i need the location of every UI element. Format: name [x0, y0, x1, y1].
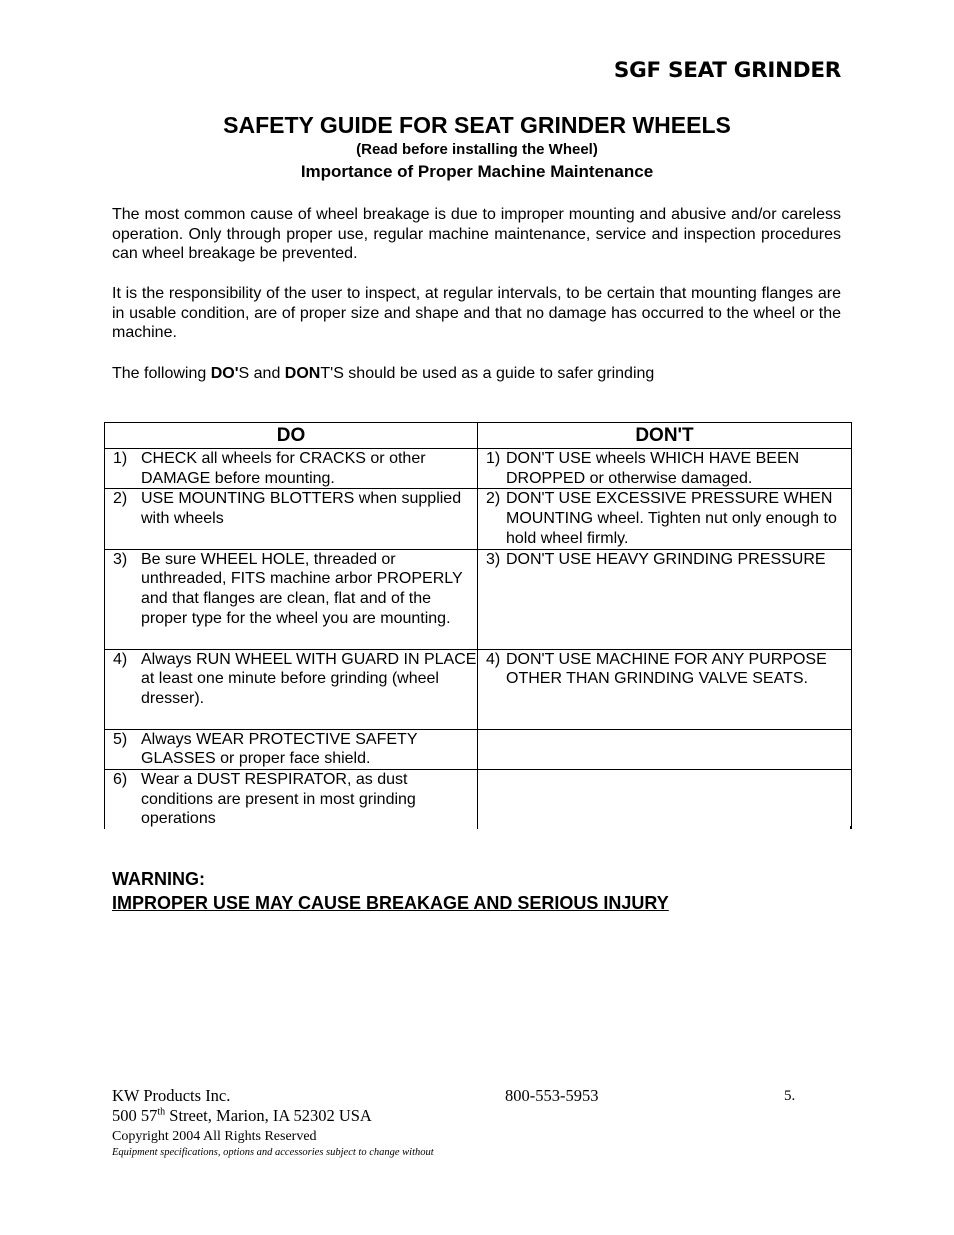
do-number: 4): [113, 650, 128, 668]
intro-dont-rest: T'S should be used as a guide to safer grinding: [320, 365, 655, 382]
dont-cell: [478, 549, 852, 649]
table-row: [105, 449, 852, 489]
page-number: 5.: [784, 1088, 796, 1104]
section-heading: Importance of Proper Machine Maintenance: [300, 162, 654, 181]
dont-cell: [478, 729, 852, 769]
intro-dont-bold: DON: [284, 365, 321, 382]
do-cell: [105, 729, 478, 769]
do-cell: [105, 449, 478, 489]
intro-do-bold: DO': [210, 365, 239, 382]
column-header-dont: DON'T: [478, 423, 852, 449]
do-cell: [105, 649, 478, 729]
paragraph-user-responsibility: It is the responsibility of the user to inspect, at regular intervals, to be certain that mounting flanges are in usable condition, are of proper size and shape and that no damage has occurred to the wheel or the machine.: [112, 285, 841, 341]
page-title: SAFETY GUIDE FOR SEAT GRINDER WHEELS: [223, 112, 731, 138]
table-row: [105, 549, 852, 649]
intro-do-rest: S and: [238, 365, 285, 382]
do-number: 1): [113, 450, 128, 467]
table-row: [105, 489, 852, 549]
footer-company: KW Products Inc.: [112, 1086, 231, 1105]
address-street: Street, Marion, IA 52302 USA: [165, 1106, 372, 1125]
footer-copyright: Copyright 2004 All Rights Reserved: [112, 1129, 317, 1144]
address-number: 500 57: [112, 1106, 158, 1125]
do-number: 2): [113, 490, 128, 508]
do-cell: [105, 549, 478, 649]
dont-text: DON'T USE MACHINE FOR ANY PURPOSE OTHER THAN GRINDING VALVE SEATS.: [506, 650, 827, 688]
do-text: Wear a DUST RESPIRATOR, as dust conditions are present in most grinding operations: [141, 770, 416, 828]
warning-label: WARNING:: [112, 869, 205, 889]
table-header-row: [105, 423, 852, 449]
do-number: 3): [113, 550, 128, 568]
table-row: [105, 769, 852, 829]
do-number: 5): [113, 730, 128, 748]
do-text: CHECK all wheels for CRACKS or other DAMAGE before mounting.: [141, 450, 426, 487]
dont-text: DON'T USE HEAVY GRINDING PRESSURE: [506, 550, 826, 568]
warning-text: IMPROPER USE MAY CAUSE BREAKAGE AND SERIOUS INJURY: [112, 893, 669, 913]
page-subtitle: (Read before installing the Wheel): [356, 141, 598, 158]
table-bottom-edge: [104, 826, 851, 829]
dont-cell: [478, 769, 852, 829]
footer-phone: 800-553-5953: [505, 1086, 599, 1105]
dont-number: 3): [486, 550, 501, 568]
do-cell: [105, 489, 478, 549]
dont-text: DON'T USE EXCESSIVE PRESSURE WHEN MOUNTING wheel. Tighten nut only enough to hold wheel firmly.: [506, 490, 837, 547]
do-number: 6): [113, 770, 128, 788]
do-dont-table: [104, 422, 852, 829]
paragraph-wheel-breakage: The most common cause of wheel breakage is due to improper mounting and abusive and/or careless operation. Only through proper use, regular machine maintenance, service and inspection procedures can wheel breakage be prevented.: [112, 206, 841, 262]
footer-address: [112, 1106, 372, 1126]
table-row: [105, 649, 852, 729]
dont-cell: [478, 489, 852, 549]
dont-text: DON'T USE wheels WHICH HAVE BEEN DROPPED or otherwise damaged.: [506, 450, 800, 487]
do-text: USE MOUNTING BLOTTERS when supplied with wheels: [141, 490, 462, 528]
do-text: Always RUN WHEEL WITH GUARD IN PLACE at least one minute before grinding (wheel dresser).: [141, 650, 477, 707]
dont-cell: [478, 649, 852, 729]
intro-prefix: The following: [112, 365, 211, 382]
brand-title: SGF SEAT GRINDER: [613, 58, 841, 83]
paragraph-intro: [112, 364, 841, 384]
do-cell: [105, 769, 478, 829]
table-row: [105, 729, 852, 769]
dont-number: 2): [486, 490, 501, 508]
dont-number: 1): [486, 450, 501, 467]
dont-cell: [478, 449, 852, 489]
address-ordinal: th: [157, 1106, 166, 1118]
do-text: Be sure WHEEL HOLE, threaded or unthreaded, FITS machine arbor PROPERLY and that flanges are clean, flat and of the proper type for the wheel you are mounting.: [141, 550, 463, 627]
footer-disclaimer: Equipment specifications, options and accessories subject to change without: [112, 1147, 434, 1158]
column-header-do: DO: [105, 423, 478, 449]
dont-number: 4): [486, 650, 501, 668]
do-text: Always WEAR PROTECTIVE SAFETY GLASSES or proper face shield.: [141, 730, 418, 768]
